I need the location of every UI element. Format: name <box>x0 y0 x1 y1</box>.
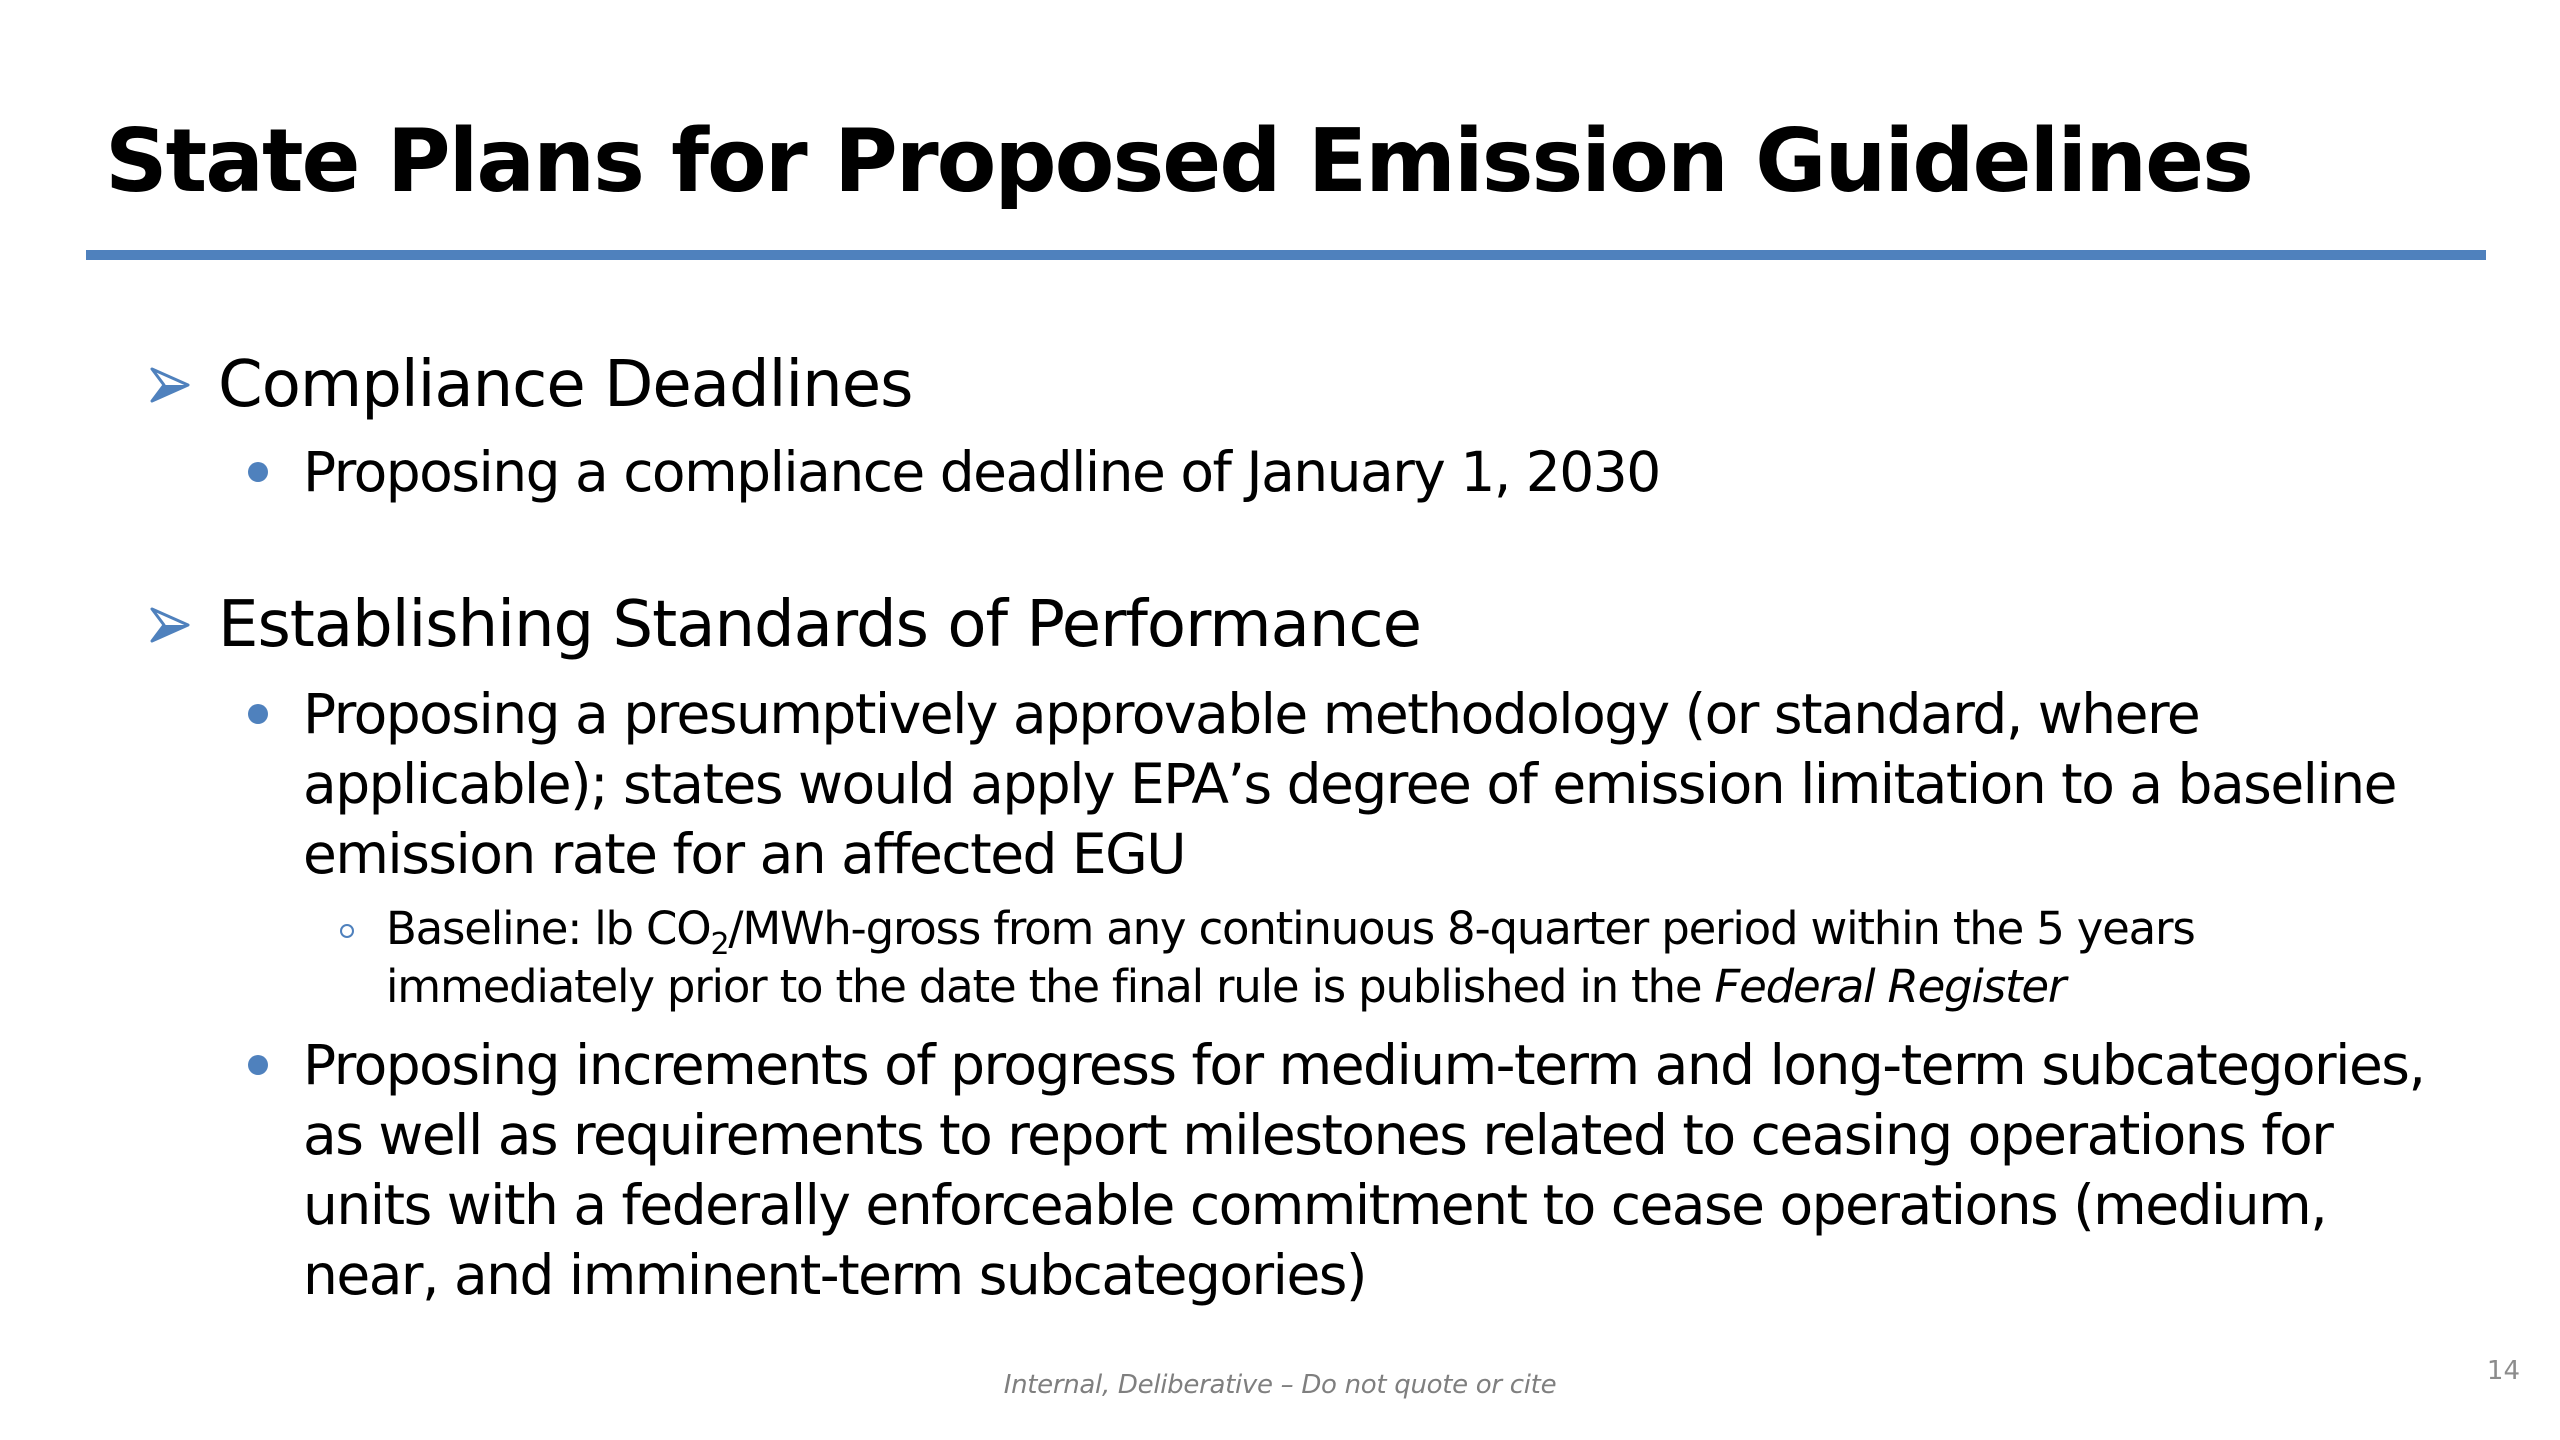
bullet-text <box>303 1030 2503 1310</box>
baseline-suffix: /MWh-gross from any continuous 8-quarter period within the 5 years <box>728 902 2195 955</box>
sub-bullet-text <box>386 900 2446 1016</box>
bullet-text <box>303 679 2503 889</box>
slide-footer: Internal, Deliberative – Do not quote or cite <box>1003 1370 1557 1400</box>
bullet-line: emission rate for an affected EGU <box>303 822 1186 886</box>
section-heading: Compliance Deadlines <box>218 348 913 422</box>
baseline-prefix: Baseline: lb CO <box>386 902 711 955</box>
bullet-line: Proposing a presumptively approvable methodology (or standard, where <box>303 682 2200 746</box>
bullet-text <box>303 437 2503 507</box>
co2-subscript: 2 <box>710 927 729 962</box>
arrowhead-icon <box>150 605 190 645</box>
bullet-line: units with a federally enforceable commitment to cease operations (medium, <box>303 1173 2327 1237</box>
bullet-line: Proposing increments of progress for medium-term and long-term subcategories, <box>303 1033 2425 1097</box>
section-heading: Establishing Standards of Performance <box>218 588 1421 662</box>
title-divider <box>86 250 2486 260</box>
bullet-line: applicable); states would apply EPA’s degree of emission limitation to a baseline <box>303 752 2396 816</box>
bullet-line: as well as requirements to report milestones related to ceasing operations for <box>303 1103 2333 1167</box>
slide-title: State Plans for Proposed Emission Guidelines <box>105 110 2252 212</box>
federal-register-italic: Federal Register <box>1714 960 2066 1013</box>
filled-circle-icon <box>248 462 268 482</box>
baseline-line2: immediately prior to the date the final rule is published in the <box>386 960 1715 1013</box>
filled-circle-icon <box>248 1055 268 1075</box>
bullet-line: Proposing a compliance deadline of January 1, 2030 <box>303 440 1660 504</box>
hollow-circle-icon <box>340 924 354 938</box>
filled-circle-icon <box>248 704 268 724</box>
sub-bullet-line <box>386 900 2446 962</box>
sub-bullet-line <box>386 958 2446 1016</box>
bullet-line: near, and imminent-term subcategories) <box>303 1243 1366 1307</box>
page-number: 14 <box>2486 1356 2520 1386</box>
arrowhead-icon <box>150 365 190 405</box>
